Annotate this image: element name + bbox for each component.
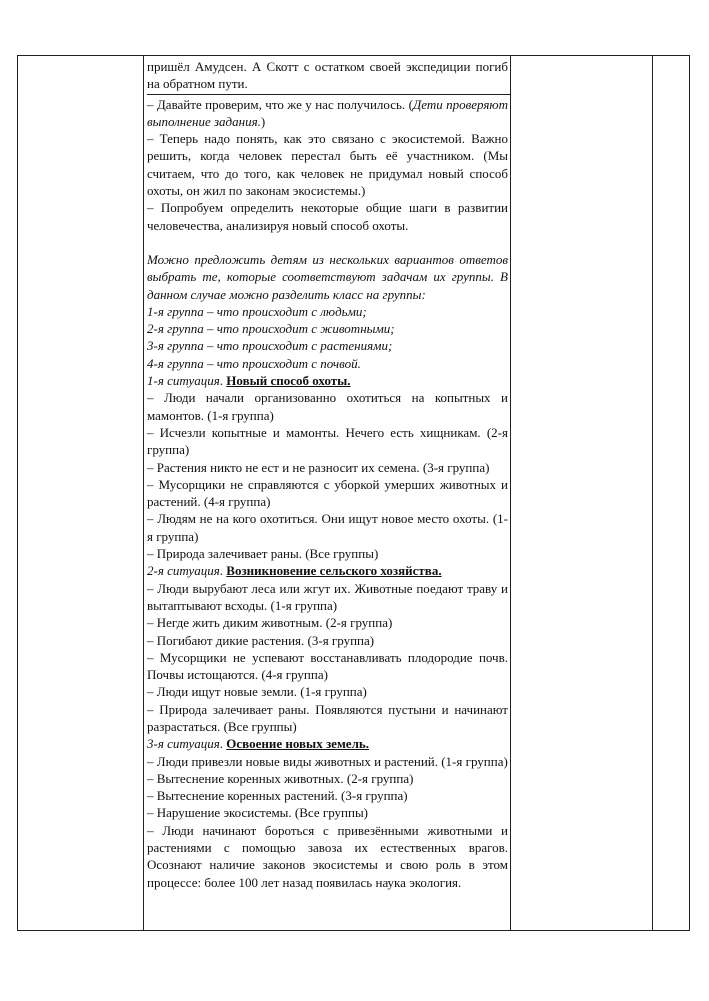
group-line: 3-я группа – что происходит с растениями; xyxy=(147,338,393,354)
situation-item: – Природа залечивает раны. (Все группы) xyxy=(147,546,379,562)
situation-title: Освоение новых земель. xyxy=(226,736,369,752)
column-divider xyxy=(510,56,511,930)
situation-item: – Растения никто не ест и не разносит их семена. (3-я группа) xyxy=(147,459,490,475)
situation-title: Новый способ охоты. xyxy=(226,373,351,389)
situation-item: – Природа залечивает раны. Появляются пустыни и начинают разрастаться. (Все группы) xyxy=(147,701,508,734)
lesson-table xyxy=(17,55,690,931)
situation-item: – Люди вырубают леса или жгут их. Животные поедают траву и вытаптывают всходы. (1-я группа) xyxy=(147,580,508,613)
intro-question-1-text: – Давайте проверим, что же у нас получилось. ( xyxy=(147,96,413,112)
blank-line xyxy=(147,234,508,251)
situation-item: – Мусорщики не успевают восстанавливать плодородие почв. Почвы истощаются. (4-я группа) xyxy=(147,649,508,683)
column-divider xyxy=(652,56,653,930)
lesson-content-cell xyxy=(147,58,508,891)
row-separator xyxy=(147,94,511,95)
intro-question-1 xyxy=(147,96,508,131)
situation-item: – Люди начинают бороться с привезёнными животными и растениями с помощью завоза их естественных врагов. Осознают наличие законов экосистемы и свою роль в этом процессе: более 100 лет назад появилась наука экология. xyxy=(147,822,508,890)
intro-question-3: – Попробуем определить некоторые общие шаги в развитии человечества, анализируя новый способ охоты. xyxy=(147,200,508,233)
situation-item: – Люди начали организованно охотиться на копытных и мамонтов. (1-я группа) xyxy=(147,390,508,423)
group-line: 4-я группа – что происходит с почвой. xyxy=(147,355,361,371)
situation-item: – Исчезли копытные и мамонты. Нечего есть хищникам. (2-я группа) xyxy=(147,424,508,458)
intro-question-1-note: Дети проверяют выполнение задания. xyxy=(147,96,508,129)
situation-item: – Люди ищут новые земли. (1-я группа) xyxy=(147,684,367,700)
situation-item: – Мусорщики не справляются с уборкой умерших животных и растений. (4-я группа) xyxy=(147,476,508,510)
group-line: 1-я группа – что происходит с людьми; xyxy=(147,303,367,319)
situation-item: – Людям не на кого охотиться. Они ищут новое место охоты. (1-я группа) xyxy=(147,511,508,544)
intro-question-2: – Теперь надо понять, как это связано с экосистемой. Важно решить, когда человек перестал быть её участником. (Мы считаем, что до того, как человек не придумал новый способ охоты, он жил по законам экосистемы.) xyxy=(147,131,508,199)
situation-heading: 3-я ситуация. Освоение новых земель. xyxy=(147,736,369,752)
situation-item: – Вытеснение коренных растений. (3-я группа) xyxy=(147,788,408,804)
situation-item: – Негде жить диким животным. (2-я группа) xyxy=(147,615,393,631)
situation-heading: 1-я ситуация. Новый способ охоты. xyxy=(147,373,351,389)
situation-item: – Нарушение экосистемы. (Все группы) xyxy=(147,805,369,821)
situation-label: 2-я ситуация xyxy=(147,563,220,579)
top-paragraph: пришёл Амудсен. А Скотт с остатком своей экспедиции погиб на обратном пути. xyxy=(147,59,508,92)
situation-label: 1-я ситуация xyxy=(147,373,220,389)
situation-item: – Вытеснение коренных животных. (2-я группа) xyxy=(147,770,414,786)
situation-heading: 2-я ситуация. Возникновение сельского хозяйства. xyxy=(147,563,442,579)
group-line: 2-я группа – что происходит с животными; xyxy=(147,321,395,337)
situation-item: – Погибают дикие растения. (3-я группа) xyxy=(147,632,375,648)
column-divider xyxy=(143,56,144,930)
teacher-note: Можно предложить детям из нескольких вариантов ответов выбрать те, которые соответствуют задачам их группы. В данном случае можно разделить класс на группы: xyxy=(147,251,508,302)
situation-item: – Люди привезли новые виды животных и растений. (1-я группа) xyxy=(147,753,508,769)
situation-label: 3-я ситуация xyxy=(147,736,220,752)
intro-question-1-close: ) xyxy=(260,113,266,129)
situation-title: Возникновение сельского хозяйства. xyxy=(226,563,442,579)
